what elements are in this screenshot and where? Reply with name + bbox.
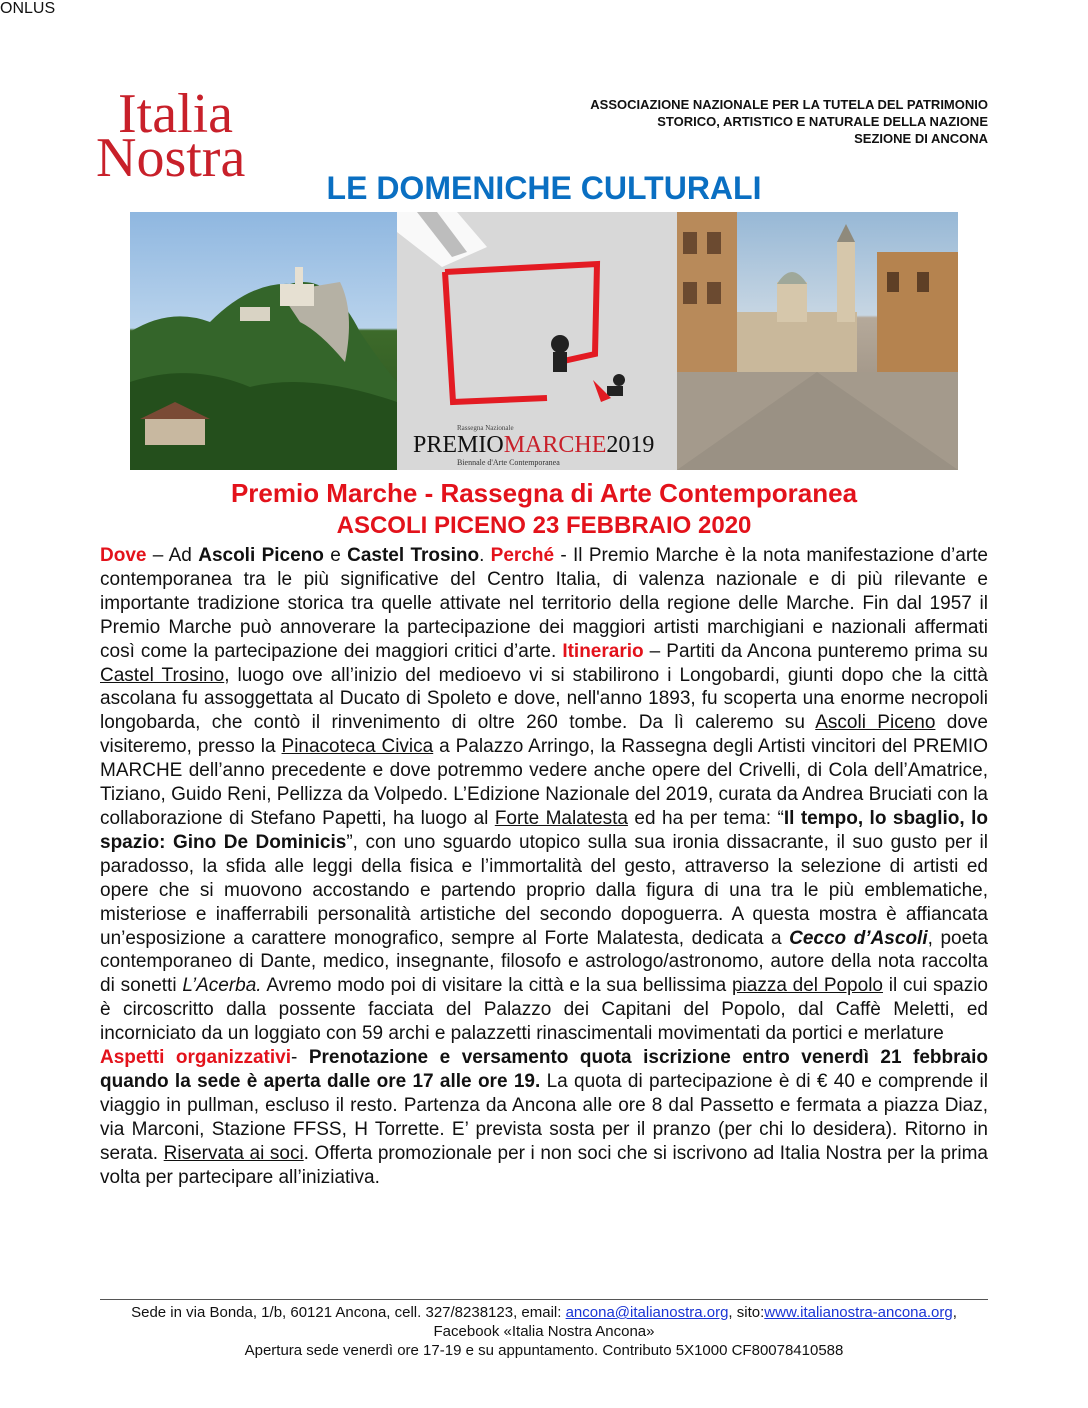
- footer-facebook: , Facebook «Italia Nostra Ancona»: [433, 1304, 957, 1340]
- footer-address: Sede in via Bonda, 1/b, 60121 Ancona, cell. 327/8238123, email:: [131, 1304, 566, 1321]
- poster-year: 2019: [606, 432, 655, 458]
- dove-label: Dove: [100, 545, 147, 566]
- photo-strip: [130, 212, 958, 470]
- castel-trosino-photo: [130, 212, 397, 470]
- itinerario-text: ”, con uno sguardo utopico sulla sua ironia dissacrante, il suo gusto per il paradosso, la sfida alle leggi della fisica e l’immortalità del gesto, attraverso la selezione di artisti ed opere che si muovono accostando e partendo proprio dalla figura di una tra le più emblematiche, misteriose e inafferrabili personalità artistiche del secondo dopoguerra. A questa mostra è affiancata un’esposizione a carattere monografico, sempre al Forte Malatesta, dedicata a: [100, 831, 988, 949]
- footer-divider: [100, 1299, 988, 1300]
- itinerario-text: a Palazzo Arringo, la Rassegna degli Artisti vincitori del PREMIO MARCHE dell’anno precedente e dove potremmo vedere anche opere del Crivelli, di Cola dell’Amatrice, Tiziano, Guido Reni, Pellizza da Volpedo. L’Edizione Nazionale del 2019, curata da Andrea Bruciati con la collaborazione di Stefano Papetti, ha luogo al: [100, 736, 988, 829]
- forte-malatesta-link: Forte Malatesta: [494, 807, 628, 829]
- footer-sito: , sito:: [728, 1304, 765, 1321]
- association-line-3: SEZIONE DI ANCONA: [854, 131, 988, 146]
- piazza-popolo-link: piazza del Popolo: [731, 975, 883, 997]
- perche-text: - Il Premio Marche è la nota manifestazione d’arte contemporanea tra le più significative del Centro Italia, di valenza nazionale e di più rilevante e importante tradizione storica tra quelle attivate nel territorio della regione delle Marche. Fin dal 1957 il Premio Marche può annoverare la partecipazione dei maggiori artisti marchigiani e nazionali affermati così come la partecipazione dei maggiori critici d’arte.: [100, 545, 988, 662]
- logo-onlus: ONLUS: [0, 0, 56, 17]
- event-date: ASCOLI PICENO 23 FEBBRAIO 2020: [336, 512, 752, 539]
- main-text: [100, 544, 988, 1189]
- acerba-title: L’Acerba.: [182, 975, 262, 997]
- footer-line-1: [100, 1303, 988, 1341]
- poster-marche: MARCHE: [503, 432, 607, 458]
- aspetti-text: . Offerta promozionale per i non soci che si iscrivono ad Italia Nostra per la prima volta per partecipare all’iniziativa.: [100, 1142, 988, 1188]
- association-header: [590, 96, 988, 147]
- itinerario-text: Avremo modo poi di visitare la città e la sua bellissima: [261, 975, 732, 997]
- prenotazione-bold: Prenotazione e versamento quota iscrizione entro venerdì 21 febbraio quando la sede è aperta dalle ore 17 alle ore 19.: [100, 1047, 988, 1092]
- cecco-name: Cecco d’Ascoli: [789, 927, 928, 949]
- website-link[interactable]: www.italianostra-ancona.org: [764, 1304, 953, 1321]
- itinerario-label: Itinerario: [562, 640, 644, 662]
- itinerario-text: – Partiti da Ancona punteremo prima su: [643, 640, 988, 662]
- logo-word-nostra: Nostra: [96, 127, 246, 189]
- itinerario-text: , luogo ove all’inizio del medioevo vi si stabilirono i Longobardi, giunti dopo che la città ascolana fu assoggettata al Ducato di Spoleto e dove, nell'anno 1893, fu scoperta una enorme necropoli longobarda, che contò il rinvenimento di oltre 260 tombe. Da lì caleremo su: [100, 664, 988, 734]
- poster-brand: [413, 432, 654, 459]
- tema-title: Il tempo, lo sbaglio, lo spazio: Gino De Dominicis: [100, 807, 989, 853]
- text-span: -: [290, 1047, 309, 1069]
- logo-word-italia: Italia: [118, 83, 234, 145]
- itinerario-text: il cui spazio è circoscritto dalla possente facciata del Palazzo dei Capitani del Popolo, dal Caffè Meletti, ed incorniciato da un loggiato con 59 archi e palazzetti rinascimentali movimentati da portici e merlature: [100, 975, 988, 1045]
- castel-bold: Castel Trosino: [347, 545, 480, 566]
- pinacoteca-link: Pinacoteca Civica: [281, 736, 434, 758]
- association-line-1: ASSOCIAZIONE NAZIONALE PER LA TUTELA DEL PATRIMONIO: [590, 97, 988, 112]
- footer-line-2: Apertura sede venerdì ore 17-19 e su appuntamento. Contributo 5X1000 CF80078410588: [244, 1342, 844, 1359]
- event-title: Premio Marche - Rassegna di Arte Contemporanea: [230, 478, 858, 508]
- piazza-del-popolo-photo: [677, 212, 958, 470]
- text-span: – Ad: [146, 545, 199, 566]
- poster-biennale: Biennale d'Arte Contemporanea: [457, 458, 560, 467]
- itinerario-text: dove visiteremo, presso la: [100, 712, 988, 758]
- riservata-soci: Riservata ai soci: [163, 1142, 304, 1164]
- perche-label: Perché: [490, 545, 555, 566]
- email-link[interactable]: ancona@italianostra.org: [565, 1304, 729, 1321]
- ascoli-piceno-link: Ascoli Piceno: [815, 712, 936, 734]
- text-span: e: [323, 545, 348, 566]
- footer: [100, 1303, 988, 1360]
- aspetti-text: La quota di partecipazione è di € 40 e comprende il viaggio in pullman, escluso il resto. Partenza da Ancona alle ore 8 dal Passetto e fermata a piazza Diaz, via Marconi, Stazione FFSS, H Torrette. E’ prevista sosta per il pranzo (per chi lo desidera). Ritorno in serata.: [100, 1070, 988, 1164]
- text-span: .: [479, 545, 491, 566]
- page-title: LE DOMENICHE CULTURALI: [326, 170, 762, 206]
- association-line-2: STORICO, ARTISTICO E NATURALE DELLA NAZIONE: [657, 114, 988, 129]
- itinerario-text: , poeta contemporaneo di Dante, medico, insegnante, filosofo e astrologo/astronomo, autore della nota raccolta di sonetti: [100, 927, 988, 997]
- aspetti-label: Aspetti organizzativi: [100, 1047, 291, 1069]
- itinerario-text: ed ha per tema: “: [627, 807, 784, 829]
- castel-trosino-illustration: [130, 212, 397, 470]
- piazza-illustration: [677, 212, 958, 470]
- poster-subtitle-small: Rassegna Nazionale: [457, 424, 514, 432]
- ascoli-bold: Ascoli Piceno: [198, 545, 324, 566]
- premio-marche-poster: [397, 212, 677, 470]
- poster-premio: PREMIO: [413, 432, 504, 458]
- castel-trosino-link: Castel Trosino: [100, 664, 225, 686]
